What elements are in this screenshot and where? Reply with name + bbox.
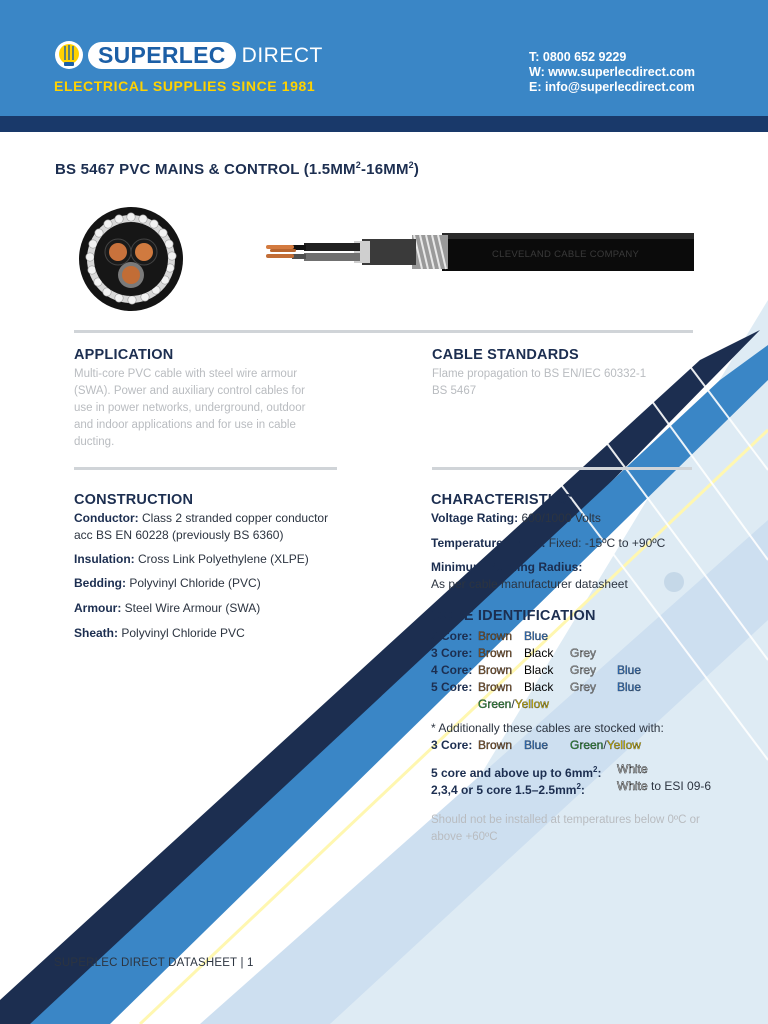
construction-sheath: Sheath: Polyvinyl Chloride PVC bbox=[74, 626, 245, 640]
divider-left bbox=[74, 467, 337, 470]
cable-cross-section-image bbox=[72, 206, 190, 312]
core-identification-heading: CORE IDENTIFICATION bbox=[431, 608, 596, 624]
construction-bedding: Bedding: Polyvinyl Chloride (PVC) bbox=[74, 576, 261, 590]
core-row-extra: 3 Core: Brown Blue Green/Yellow bbox=[431, 738, 641, 752]
five-core-white: 5 core and above up to $6mm^2$: White bbox=[431, 762, 648, 780]
tagline: ELECTRICAL SUPPLIES SINCE 1981 bbox=[54, 78, 316, 94]
logo bbox=[54, 40, 323, 70]
core-row-4: 4 Core: Brown Black Grey Blue bbox=[431, 663, 642, 677]
construction-heading: CONSTRUCTION bbox=[74, 492, 194, 508]
brand-name: SUPERLEC bbox=[98, 41, 226, 68]
construction-insulation: Insulation: Cross Link Polyethylene (XLPE) bbox=[74, 552, 309, 566]
cable-side-image bbox=[264, 226, 694, 278]
cable-print-text: CLEVELAND CABLE COMPANY bbox=[492, 249, 640, 260]
installation-warning: Should not be installed at temperatures below 0ºC or above +60ºC bbox=[431, 814, 700, 843]
divider-top bbox=[74, 330, 693, 333]
stocked-note: * Additionally these cables are stocked with: bbox=[431, 721, 664, 735]
brand-suffix: DIRECT bbox=[241, 43, 323, 67]
header-band bbox=[0, 116, 768, 132]
application-text: Multi-core PVC cable with steel wire armour (SWA). Power and auxiliary control cables for use in power networks, underground, outdoor and indoor applications and for use in cable ducting. bbox=[74, 368, 306, 448]
email[interactable]: E: info@superlecdirect.com bbox=[529, 80, 695, 94]
bending-radius: Minimum Bending Radius: As per cable manufacturer datasheet bbox=[431, 560, 628, 591]
characteristics-heading: CHARACTERISTICS bbox=[431, 492, 573, 508]
contact-block bbox=[529, 50, 695, 95]
page-title: BS 5467 PVC MAINS & CONTROL $(1.5MM^2-16MM^2)$ bbox=[55, 160, 420, 178]
phone: T: 0800 652 9229 bbox=[529, 50, 627, 64]
construction-conductor: Conductor: Class 2 stranded copper conductor acc BS EN 60228 (previously BS 6360) bbox=[74, 511, 329, 542]
bulb-icon bbox=[54, 40, 84, 70]
logo-wordmark bbox=[88, 42, 236, 69]
core-row-2: 2 Core: Brown Blue bbox=[431, 629, 549, 643]
website[interactable]: W: www.superlecdirect.com bbox=[529, 65, 696, 79]
standards-heading: CABLE STANDARDS bbox=[432, 347, 579, 363]
construction-armour: Armour: Steel Wire Armour (SWA) bbox=[74, 601, 261, 615]
footer: SUPERLEC DIRECT DATASHEET | 1 bbox=[54, 957, 254, 969]
standards-text: Flame propagation to BS EN/IEC 60332-1 BS 5467 bbox=[432, 368, 647, 397]
core-row-3: 3 Core: Brown Black Grey bbox=[431, 646, 597, 660]
voltage-rating: Voltage Rating: 600/1000 Volts bbox=[431, 511, 601, 525]
divider-right bbox=[432, 467, 692, 470]
core-row-5: 5 Core: Brown Black Grey Blue Green/Yellow bbox=[431, 680, 642, 711]
temperature-limits: Temperature Limits: Fixed: -15ºC to +90ºC bbox=[431, 536, 666, 550]
small-core-white: 2,3,4 or 5 core $1.5-2.5mm^2$: White to ESI 09-6 bbox=[431, 779, 712, 797]
application-heading: APPLICATION bbox=[74, 347, 174, 363]
